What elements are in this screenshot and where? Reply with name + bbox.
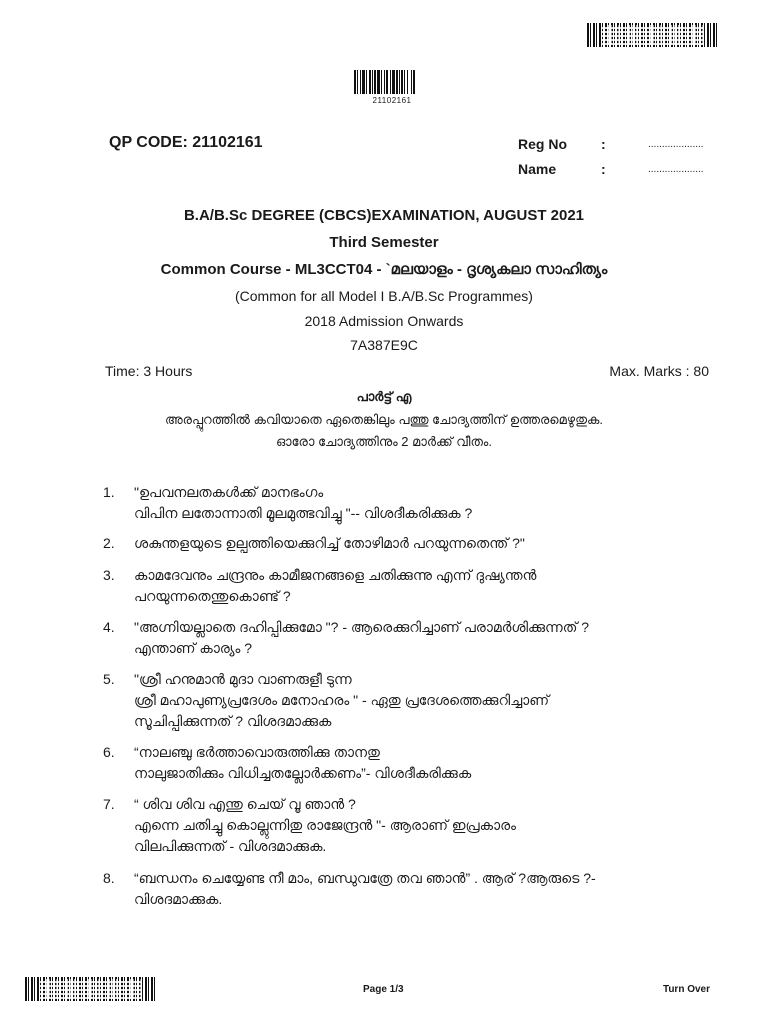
reg-no-label: Reg No	[518, 136, 567, 152]
question-line: ശ്രീ മഹാപുണ്യപ്രദേശം മനോഹരം " - ഏതു പ്രദേശത്തെക്കുറിച്ചാണ്	[134, 692, 550, 708]
paper-code: 7A387E9C	[350, 337, 418, 353]
question-line: “നാലഞ്ചു ഭർത്താവൊരുത്തിക്കു താനതു	[134, 744, 380, 760]
question-number: 1.	[103, 484, 115, 500]
top-right-barcode	[587, 23, 717, 47]
question-line: "ഉപവനലതകൾക്ക് മാനഭംഗം	[134, 484, 324, 500]
reg-no-colon: :	[601, 136, 606, 152]
question-line: വിശദമാക്കുക.	[134, 891, 223, 907]
question-text	[134, 669, 714, 732]
question-line: "അഗ്നിയല്ലാതെ ദഹിപ്പിക്കുമോ "? - ആരെക്കുറിച്ചാണ് പരാമർശിക്കുന്നത് ?	[134, 619, 590, 635]
turn-over: Turn Over	[662, 984, 710, 995]
name-colon: :	[601, 161, 606, 177]
question-text	[134, 482, 714, 524]
question-text	[134, 742, 714, 784]
question-line: വിലപിക്കുന്നത് - വിശദമാക്കുക.	[134, 838, 327, 854]
question-line: വിപിന ലതോന്നാതി മൂലമുത്ഭവിച്ചു "-- വിശദീകരിക്കുക ?	[134, 505, 473, 521]
qp-code: QP CODE: 21102161	[109, 134, 263, 151]
barcode-bar	[415, 70, 416, 94]
question-number: 7.	[103, 796, 115, 812]
question-line: സൂചിപ്പിക്കുന്നത് ? വിശദമാക്കുക	[134, 713, 332, 729]
part-title: പാർട്ട് എ	[356, 389, 412, 404]
semester: Third Semester	[329, 234, 439, 251]
reg-no-field: ....................	[648, 139, 704, 150]
page-number: Page 1/3	[363, 984, 404, 995]
question-line: നാലുജാതിക്കും വിധിച്ചതല്ലോർക്കണം”- വിശദീകരിക്കുക	[134, 765, 472, 781]
instruction-2: ഓരോ ചോദ്യത്തിനും 2 മാർക്ക് വീതം.	[276, 434, 492, 449]
question-line: “ ശിവ ശിവ എന്തു ചെയ് വൂ ഞാൻ ?	[134, 796, 356, 812]
exam-title: B.A/B.Sc DEGREE (CBCS)EXAMINATION, AUGUST 2021	[183, 207, 585, 224]
instruction-1: അരപ്പുറത്തിൽ കവിയാതെ ഏതെങ്കിലും പത്തു ചോദ്യത്തിന് ഉത്തരമെഴുതുക.	[164, 412, 604, 427]
question-line: ശകുന്തളയുടെ ഉല്പത്തിയെക്കുറിച്ച് തോഴിമാർ പറയുന്നതെന്ത് ?"	[134, 535, 525, 551]
question-line: പറയുന്നതെന്തുകൊണ്ട് ?	[134, 588, 291, 604]
top-center-barcode	[354, 70, 430, 94]
question-line: "ശ്രീ ഹനുമാൻ മുദാ വാണരുളീ ടുന്ന	[134, 671, 352, 687]
name-field: ....................	[648, 164, 704, 175]
question-text	[134, 533, 714, 554]
question-text	[134, 617, 714, 659]
course-title: Common Course - ML3CCT04 - `മലയാളം - ദൃശ്യകലാ സാഹിത്യം	[160, 261, 608, 278]
question-number: 5.	[103, 671, 115, 687]
name-label: Name	[518, 161, 557, 177]
time-allowed: Time: 3 Hours	[105, 363, 193, 379]
question-number: 8.	[103, 870, 115, 886]
question-line: എന്താണ് കാര്യം ?	[134, 640, 253, 656]
question-text	[134, 868, 714, 910]
question-line: എന്നെ ചതിച്ചു കൊല്ലുന്നിതു രാജേന്ദ്രൻ "- ആരാണ് ഇപ്രകാരം	[134, 817, 516, 833]
question-text	[134, 565, 714, 607]
question-number: 3.	[103, 567, 115, 583]
admission: 2018 Admission Onwards	[304, 313, 464, 329]
question-number: 4.	[103, 619, 115, 635]
question-number: 2.	[103, 535, 115, 551]
question-number: 6.	[103, 744, 115, 760]
common-for: (Common for all Model I B.A/B.Sc Programmes)	[235, 288, 533, 304]
question-line: “ബന്ധനം ചെയ്യേണ്ട നീ മാം, ബന്ധുവത്രേ തവ ഞാൻ” . ആര് ?ആരുടെ ?-	[134, 870, 596, 886]
bottom-left-barcode	[25, 977, 155, 1001]
max-marks: Max. Marks : 80	[609, 363, 709, 379]
barcode-number: 21102161	[372, 96, 412, 105]
question-text	[134, 794, 714, 857]
question-line: കാമദേവനും ചന്ദ്രനും കാമീജനങ്ങളെ ചതിക്കുന്നു എന്ന് ദുഷ്യന്തൻ	[134, 567, 537, 583]
